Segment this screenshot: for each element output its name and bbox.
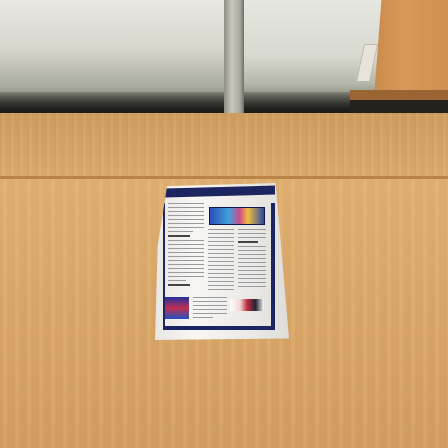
- desk-back-panel: [0, 113, 448, 179]
- flyer-border-bottom: [163, 326, 275, 330]
- flyer-header-image: [209, 207, 265, 225]
- shelf-shadow: [350, 100, 448, 114]
- flyer-border-right: [271, 203, 275, 330]
- flyer-footer-image: [230, 299, 264, 311]
- paper-flyer: [155, 183, 289, 340]
- wooden-shelf: [374, 0, 448, 98]
- partition-metal-post: [224, 0, 244, 114]
- flyer-footer-text: [193, 297, 227, 321]
- flyer-text-column-right: [238, 229, 266, 290]
- shelf-edge: [350, 90, 448, 100]
- flyer-text-column-mid: [208, 229, 234, 293]
- flyer-text-column-left: [168, 203, 204, 289]
- flyer-thumbnail-image: [165, 297, 189, 319]
